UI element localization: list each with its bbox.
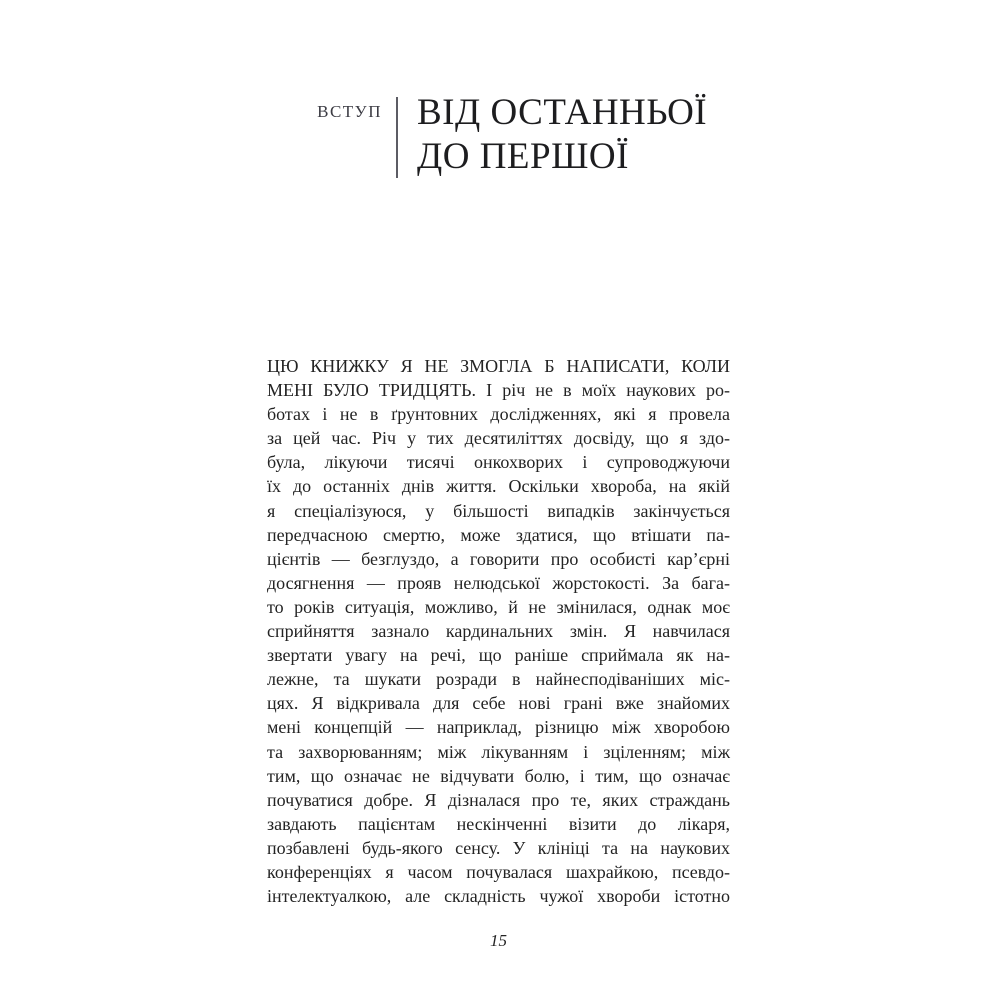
body-line: то років ситуація, можливо, й не змінилася, однак моє [267, 596, 730, 617]
body-line: мені концепцій — наприклад, різницю між хворобою [267, 717, 730, 738]
body-line: завдають пацієнтам нескінченні візити до лікаря, [267, 813, 730, 834]
body-line: позбавлені будь-якого сенсу. У клініці та на наукових [267, 837, 730, 858]
page-number: 15 [490, 931, 507, 950]
chapter-title-line-1: ВІД ОСТАННЬОЇ [417, 92, 708, 133]
header-divider [396, 97, 398, 178]
body-line: їх до останніх днів життя. Оскільки хвороба, на якій [267, 476, 730, 497]
body-line: лежне, та шукати розради в найнесподіваніших міс- [267, 669, 730, 690]
chapter-kicker: ВСТУП [317, 102, 382, 121]
body-line: почуватися добре. Я дізналася про те, яких страждань [267, 789, 730, 810]
body-line: цях. Я відкривала для себе нові грані вже знайомих [267, 693, 730, 714]
chapter-title-line-2: ДО ПЕРШОЇ [417, 136, 629, 177]
body-line: інтелектуалкою, але складність чужої хвороби істотно [267, 886, 730, 907]
body-line: та захворюванням; між лікуванням і зціленням; між [267, 741, 730, 762]
body-line: ЦЮ КНИЖКУ Я НЕ ЗМОГЛА Б НАПИСАТИ, КОЛИ [267, 356, 730, 376]
body-line: МЕНІ БУЛО ТРИДЦЯТЬ. І річ не в моїх наукових ро- [267, 380, 730, 401]
body-text [267, 354, 730, 908]
body-line: я спеціалізуюся, у більшості випадків закінчується [267, 500, 730, 521]
body-line: досягнення — прояв нелюдської жорстокості. За бага- [267, 572, 730, 593]
body-line: цієнтів — безглуздо, а говорити про особисті кар’єрні [267, 548, 730, 569]
body-line: за цей час. Річ у тих десятиліттях досвіду, що я здо- [267, 428, 730, 449]
body-line: тим, що означає не відчувати болю, і тим, що означає [267, 765, 730, 786]
body-line: сприйняття зазнало кардинальних змін. Я навчилася [267, 621, 730, 642]
body-line: звертати увагу на речі, що раніше сприймала як на- [267, 645, 730, 666]
body-line: конференціях я часом почувалася шахрайкою, псевдо- [267, 861, 730, 882]
body-line: передчасною смертю, може здатися, що втішати па- [267, 524, 730, 545]
body-line: була, лікуючи тисячі онкохворих і супроводжуючи [267, 452, 730, 473]
chapter-title [417, 91, 707, 179]
body-line: ботах і не в ґрунтовних дослідженнях, які я провела [267, 404, 730, 425]
